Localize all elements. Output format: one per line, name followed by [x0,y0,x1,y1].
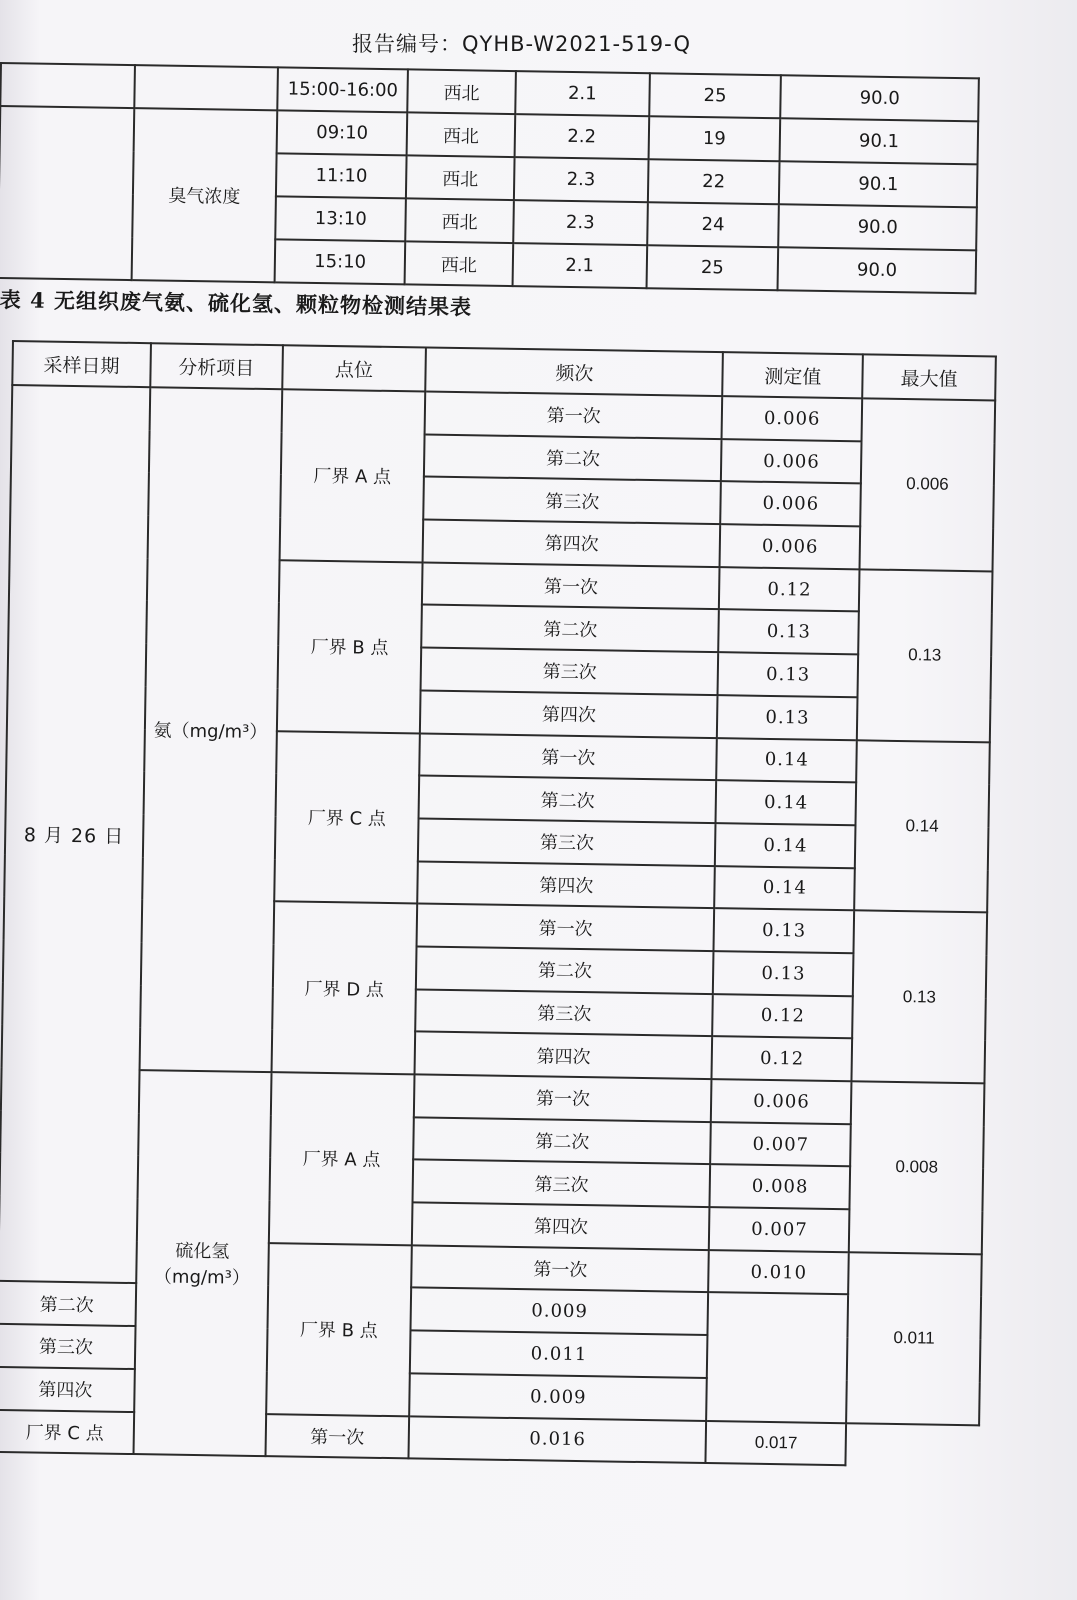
frequency-cell: 第二次 [0,1281,136,1326]
frequency-cell: 第四次 [420,690,718,737]
value-cell: 0.016 [409,1416,707,1463]
max-cell: 0.008 [849,1081,984,1254]
value-cell: 0.006 [722,396,862,441]
empty-cell [0,63,134,108]
table4-caption: 表 4 无组织废气氨、硫化氢、颗粒物检测结果表 [0,286,473,320]
frequency-cell: 第三次 [423,477,721,524]
header-value: 测定值 [723,352,863,398]
wind-direction-cell: 西北 [406,155,514,200]
sampling-date: 8 月 26 日 [0,385,150,1283]
frequency-cell: 第二次 [421,605,719,652]
value-cell: 0.009 [409,1373,707,1420]
time-cell: 09:10 [277,110,407,155]
value-cell: 0.12 [712,1036,852,1081]
max-cell: 0.017 [706,1421,846,1466]
pressure-cell: 90.0 [779,204,977,250]
wind-speed-cell: 2.1 [512,243,646,288]
time-cell: 11:10 [276,153,406,198]
frequency-cell: 第三次 [413,1160,711,1207]
frequency-cell: 第三次 [0,1324,135,1369]
header-max: 最大值 [862,354,995,400]
point-b: 厂界 B 点 [266,1243,412,1416]
wind-direction-cell: 西北 [405,241,513,286]
value-cell: 0.13 [717,695,857,740]
max-cell: 0.006 [860,398,995,571]
table4 [0,340,997,1469]
value-cell: 0.008 [710,1164,850,1209]
frequency-cell: 第三次 [415,989,713,1036]
frequency-cell: 第二次 [424,434,722,481]
value-cell: 0.006 [721,439,861,484]
frequency-cell: 第二次 [419,776,717,823]
value-cell: 0.12 [713,994,853,1039]
frequency-cell: 第一次 [411,1245,709,1292]
frequency-cell: 第一次 [414,1074,712,1121]
item-hydrogen-sulfide [133,1070,271,1456]
max-cell: 0.011 [846,1252,981,1425]
frequency-cell: 第四次 [412,1202,710,1249]
item-cell: 臭气浓度 [131,108,277,282]
point-c: 厂界 C 点 [274,731,420,904]
value-cell: 0.13 [718,652,858,697]
header-frequency: 频次 [425,348,723,397]
value-cell: 0.009 [411,1288,709,1335]
table3-fragment [0,62,980,294]
empty-cell [134,65,278,110]
wind-speed-cell: 2.3 [514,157,648,202]
time-cell: 15:10 [275,239,405,284]
value-cell: 0.010 [709,1250,849,1295]
value-cell: 0.14 [717,738,857,783]
pressure-cell: 90.0 [778,247,976,293]
time-cell: 15:00-16:00 [278,67,408,112]
frequency-cell: 第四次 [423,520,721,567]
max-cell: 0.13 [852,911,987,1084]
value-cell: 0.006 [711,1079,851,1124]
report-number: 报告编号：QYHB-W2021-519-Q [352,32,692,56]
value-cell: 0.14 [715,823,855,868]
temperature-cell: 25 [649,73,781,118]
frequency-cell: 第四次 [415,1032,713,1079]
value-cell: 0.006 [721,482,861,527]
item-ammonia: 氨（mg/m³） [139,387,282,1072]
wind-speed-cell: 2.2 [514,114,648,159]
temperature-cell: 24 [647,202,779,247]
frequency-cell: 第一次 [419,733,717,780]
frequency-cell: 第二次 [413,1117,711,1164]
wind-direction-cell: 西北 [407,112,515,157]
wind-direction-cell: 西北 [405,198,513,243]
frequency-cell: 第四次 [417,861,715,908]
frequency-cell: 第三次 [421,648,719,695]
value-cell: 0.006 [720,524,860,569]
item-h2s-line1: 硫化氢 [175,1240,230,1263]
max-cell: 0.14 [854,740,989,913]
wind-speed-cell: 2.1 [515,71,649,116]
pressure-cell: 90.1 [779,161,977,207]
pressure-cell: 90.1 [780,118,978,164]
point-a: 厂界 A 点 [279,389,425,562]
frequency-cell: 第二次 [416,946,714,993]
frequency-cell: 第一次 [425,392,723,439]
temperature-cell: 22 [648,159,780,204]
header-point: 点位 [282,345,426,391]
empty-cell [0,106,134,280]
value-cell: 0.14 [715,866,855,911]
wind-speed-cell: 2.3 [513,200,647,245]
value-cell: 0.14 [716,780,856,825]
temperature-cell: 25 [646,245,778,290]
wind-direction-cell: 西北 [407,69,515,114]
value-cell: 0.011 [410,1331,708,1378]
point-c: 厂界 C 点 [0,1409,134,1454]
point-d: 厂界 D 点 [271,901,417,1074]
value-cell: 0.007 [711,1122,851,1167]
item-h2s-line2: （mg/m³） [153,1266,250,1289]
value-cell: 0.13 [719,610,859,655]
header-item: 分析项目 [150,343,283,389]
value-cell: 0.12 [719,567,859,612]
max-cell: 0.13 [857,569,992,742]
value-cell: 0.13 [713,951,853,996]
value-cell: 0.13 [714,908,854,953]
frequency-cell: 第一次 [422,562,720,609]
frequency-cell: 第一次 [417,904,715,951]
value-cell: 0.007 [709,1207,849,1252]
frequency-cell: 第四次 [0,1367,135,1412]
frequency-cell: 第一次 [265,1414,409,1459]
time-cell: 13:10 [276,196,406,241]
header-date: 采样日期 [12,341,150,387]
pressure-cell: 90.0 [781,75,979,121]
temperature-cell: 19 [648,116,780,161]
point-b: 厂界 B 点 [276,560,422,733]
frequency-cell: 第三次 [418,818,716,865]
point-a: 厂界 A 点 [268,1072,414,1245]
